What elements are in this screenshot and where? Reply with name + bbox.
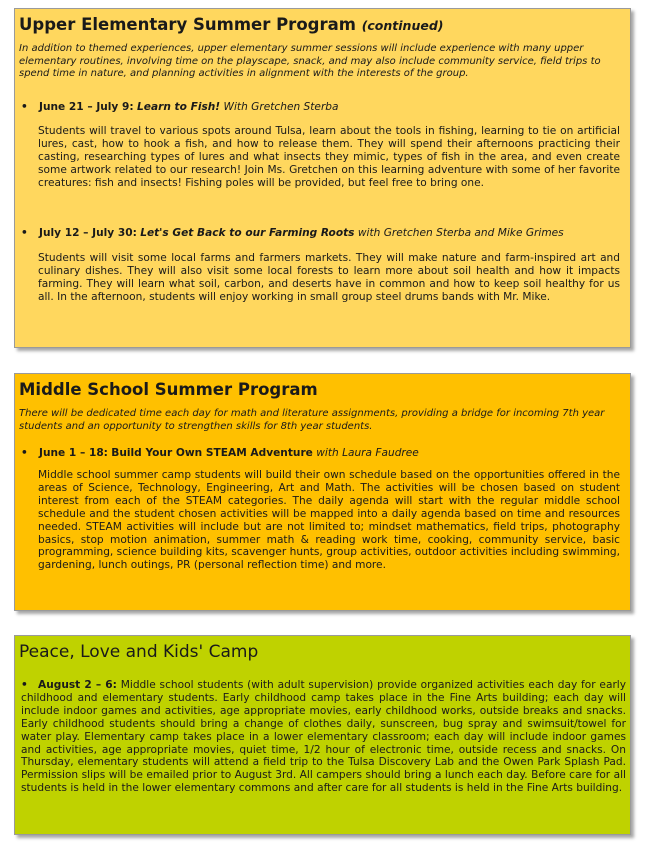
middle-school-section [14,373,631,611]
session-heading: • June 1 – 18: Build Your Own STEAM Adventure with Laura Faudree [21,447,419,459]
section-title: Middle School Summer Program [19,380,318,399]
session-description: • August 2 – 6: Middle school students (with adult supervision) provide organized activities each day for early childhood and elementary students. Early childhood camp takes place in the Fine Arts building; each day will include indoor games and activities, age appropriate movies, early childhood works, outside breaks and snacks. Early childhood students should bring a change of clothes daily, sunscreen, bug spray and swimsuit/towel for water play. Elementary camp takes place in a lower elementary classroom; each day will include indoor games and activities, age appropriate movies, quiet time, 1/2 hour of electronic time, outside recess and snacks. On Thursday, elementary students will attend a field trip to the Tulsa Discovery Lab and the Owen Park Splash Pad. Permission slips will be emailed prior to August 3rd. All campers should bring a lunch each day. Before care for all students is held in the lower elementary commons and after care for all students is held in the Fine Arts building. [21,679,627,795]
section-intro: There will be dedicated time each day for math and literature assignments, providing a bridge for incoming 7th year students and an opportunity to strengthen skills for 8th year students. [19,408,605,432]
section-title: Upper Elementary Summer Program (continued) [19,15,444,34]
bullet-icon: • [21,679,28,691]
upper-elementary-section [14,8,631,348]
section-intro: In addition to themed experiences, upper elementary summer sessions will include experience with many upper elementary routines, involving time on the playscape, snack, and may also include community service, field trips to spend time in nature, and planning activities in alignment with the interests of the group. [19,43,601,79]
session-description: Students will visit some local farms and farmers markets. They will make nature and farm-inspired art and culinary dishes. They will also visit some local forests to learn more about soil health and how it impacts farming. They will learn what soil, carbon, and deserts have in common and how to keep soil healthy for us all. In the afternoon, students will enjoy working in small group steel drums bands with Mr. Mike. [38,252,620,303]
title-suffix: (continued) [361,18,444,33]
session-heading: • June 21 – July 9: Learn to Fish! With Gretchen Sterba [21,101,339,113]
session-description: Students will travel to various spots around Tulsa, learn about the tools in fishing, learning to tie on artificial lures, cast, how to hook a fish, and how to release them. They will spend their afternoons practicing their casting, researching types of lures and what insects they mimic, types of fish in the area, and even create some artwork related to our research! Join Ms. Gretchen on this learning adventure with some of her favorite creatures: fish and insects! Fishing poles will be provided, but feel free to bring one. [38,125,620,189]
bullet-icon: • [21,101,28,113]
bullet-icon: • [21,227,28,239]
kids-camp-section [14,635,631,835]
bullet-icon: • [21,447,28,459]
session-heading: • July 12 – July 30: Let's Get Back to our Farming Roots with Gretchen Sterba and Mike Grimes [21,227,564,239]
session-description: Middle school summer camp students will build their own schedule based on the opportunities offered in the areas of Science, Technology, Engineering, Art and Math. The activities will be chosen based on student interest from each of the STEAM categories. The daily agenda will start with the regular middle school schedule and the student chosen activities will be mapped into a daily agenda based on time and resources needed. STEAM activities will include but are not limited to; mindset mathematics, field trips, photography basics, stop motion animation, summer math & reading work time, cooking, community service, basic programming, science building kits, scavenger hunts, group activities, outdoor activities including swimming, gardening, lunch outings, PR (personal reflection time) and more. [38,469,620,572]
section-title: Peace, Love and Kids' Camp [19,642,259,662]
